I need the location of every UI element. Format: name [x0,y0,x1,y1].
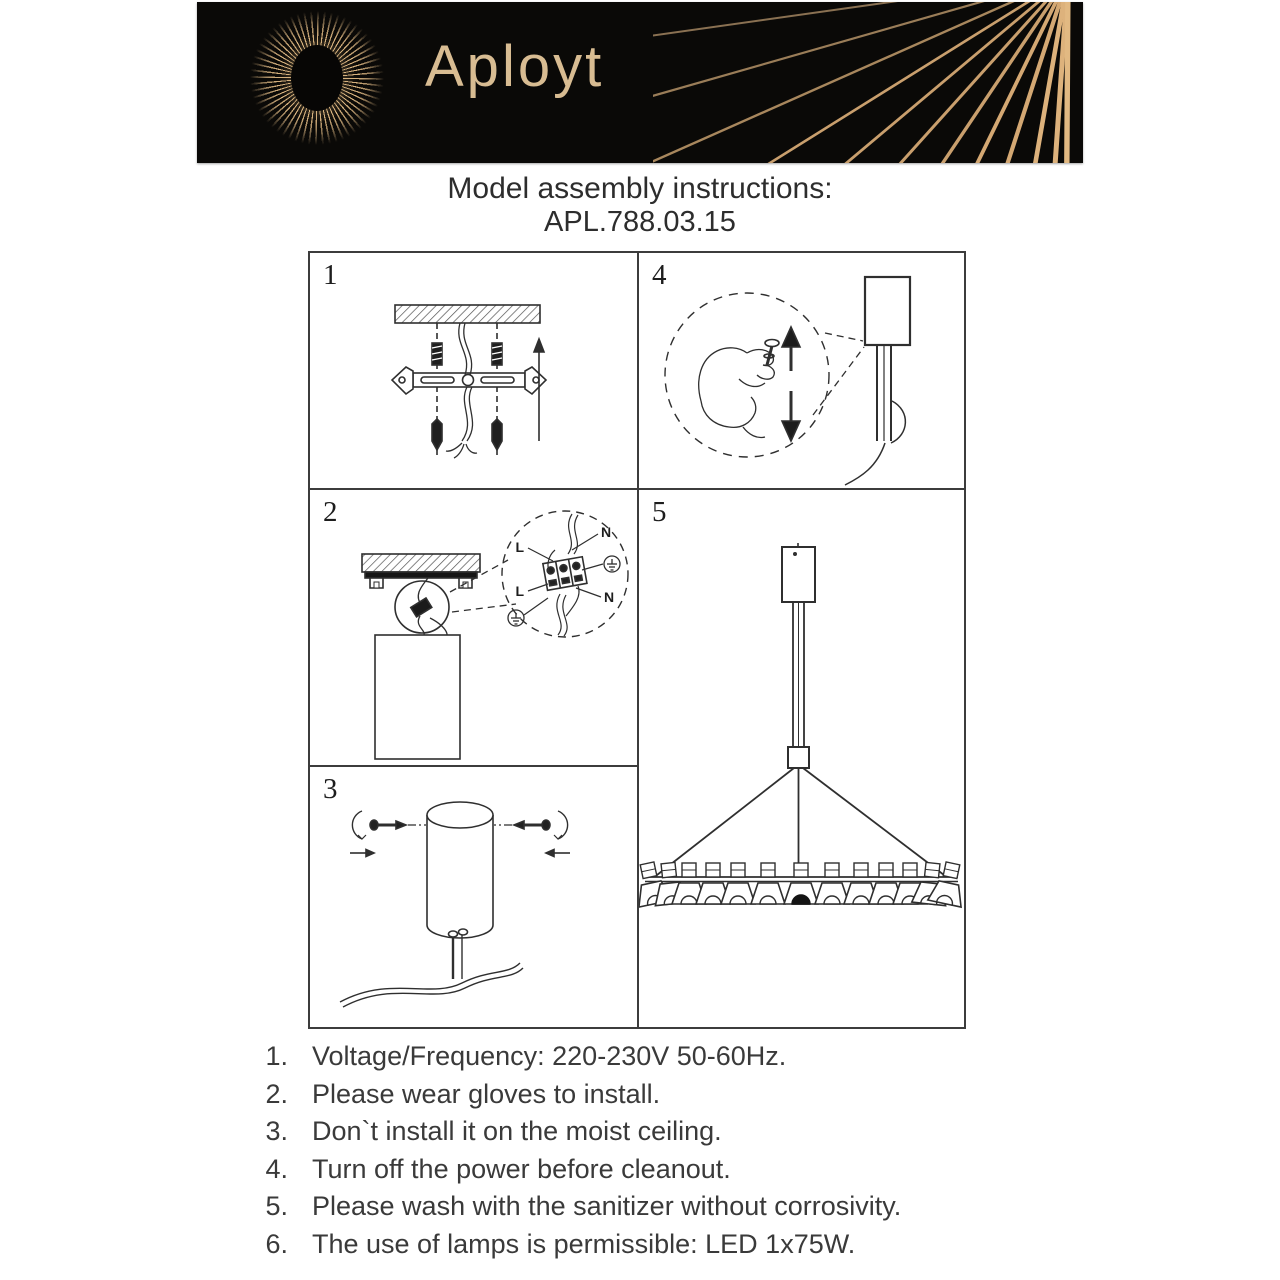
page-title: Model assembly instructions: [447,172,833,205]
screw-right-icon [494,811,568,839]
bracket-mounting-diagram [310,253,635,486]
note-number: 5. [265,1191,288,1221]
note-text: Please wear gloves to install. [312,1078,661,1109]
instruction-grid [308,251,966,1029]
panel-step-4 [637,251,966,488]
wire-label-N: N [604,589,615,605]
note-text: The use of lamps is permissible: LED 1x75W. [312,1228,856,1259]
note-text: Voltage/Frequency: 220-230V 50-60Hz. [312,1041,787,1071]
panel-number: 5 [652,496,667,528]
bracket-clip [370,578,472,588]
note-item [226,1192,901,1220]
note-number: 2. [265,1078,288,1109]
model-number: APL.788.03.15 [544,206,736,238]
canopy-screw-diagram [310,767,635,1025]
panel-number: 3 [323,773,338,805]
canopy-and-rod [845,277,910,485]
panel-step-1 [308,251,637,488]
brand-name: Aployt [425,34,605,99]
panel-step-3 [308,765,637,1029]
note-number: 3. [265,1116,288,1146]
corner-rays-icon [653,2,1083,163]
up-down-arrows-icon [782,327,800,441]
screw-left-icon [352,811,426,839]
title-block [0,172,1280,239]
note-item [226,1117,901,1145]
note-item [226,1155,901,1183]
wire-label-L: L [515,539,524,555]
wiring-connection-diagram [310,490,635,763]
note-number: 1. [265,1041,288,1071]
assembled-fixture-diagram [639,490,964,1027]
wire-label-N: N [601,524,612,540]
mounting-bracket [392,367,546,394]
power-cable [340,963,523,1007]
note-number: 4. [265,1153,288,1184]
ground-symbol-icon [508,610,524,626]
panel-number: 2 [323,496,338,528]
brand-banner [197,2,1083,163]
height-adjust-diagram [639,253,964,486]
note-text: Don`t install it on the moist ceiling. [312,1116,722,1146]
supply-wire [446,323,477,458]
panel-step-5 [637,488,966,1029]
safety-notes-list [226,1042,901,1267]
sunburst-logo-icon [250,11,384,145]
wire-label-L: L [515,583,524,599]
note-item [226,1080,901,1108]
note-text: Turn off the power before cleanout. [312,1153,731,1184]
wall-anchor-icon [492,343,502,365]
hand-sketch [699,348,775,438]
note-item [226,1230,901,1258]
connector-callout [395,578,449,637]
panel-step-2 [308,488,637,765]
note-number: 6. [265,1228,288,1259]
ground-symbol-icon [604,556,620,572]
note-item [226,1042,901,1070]
wall-anchor-icon [432,343,442,365]
wiring-detail-circle [502,511,628,637]
panel-number: 4 [652,259,667,291]
lamp-row [639,860,964,907]
panel-number: 1 [323,259,338,291]
note-text: Please wash with the sanitizer without corrosivity. [312,1191,902,1221]
adjust-screw-icon [764,340,779,366]
